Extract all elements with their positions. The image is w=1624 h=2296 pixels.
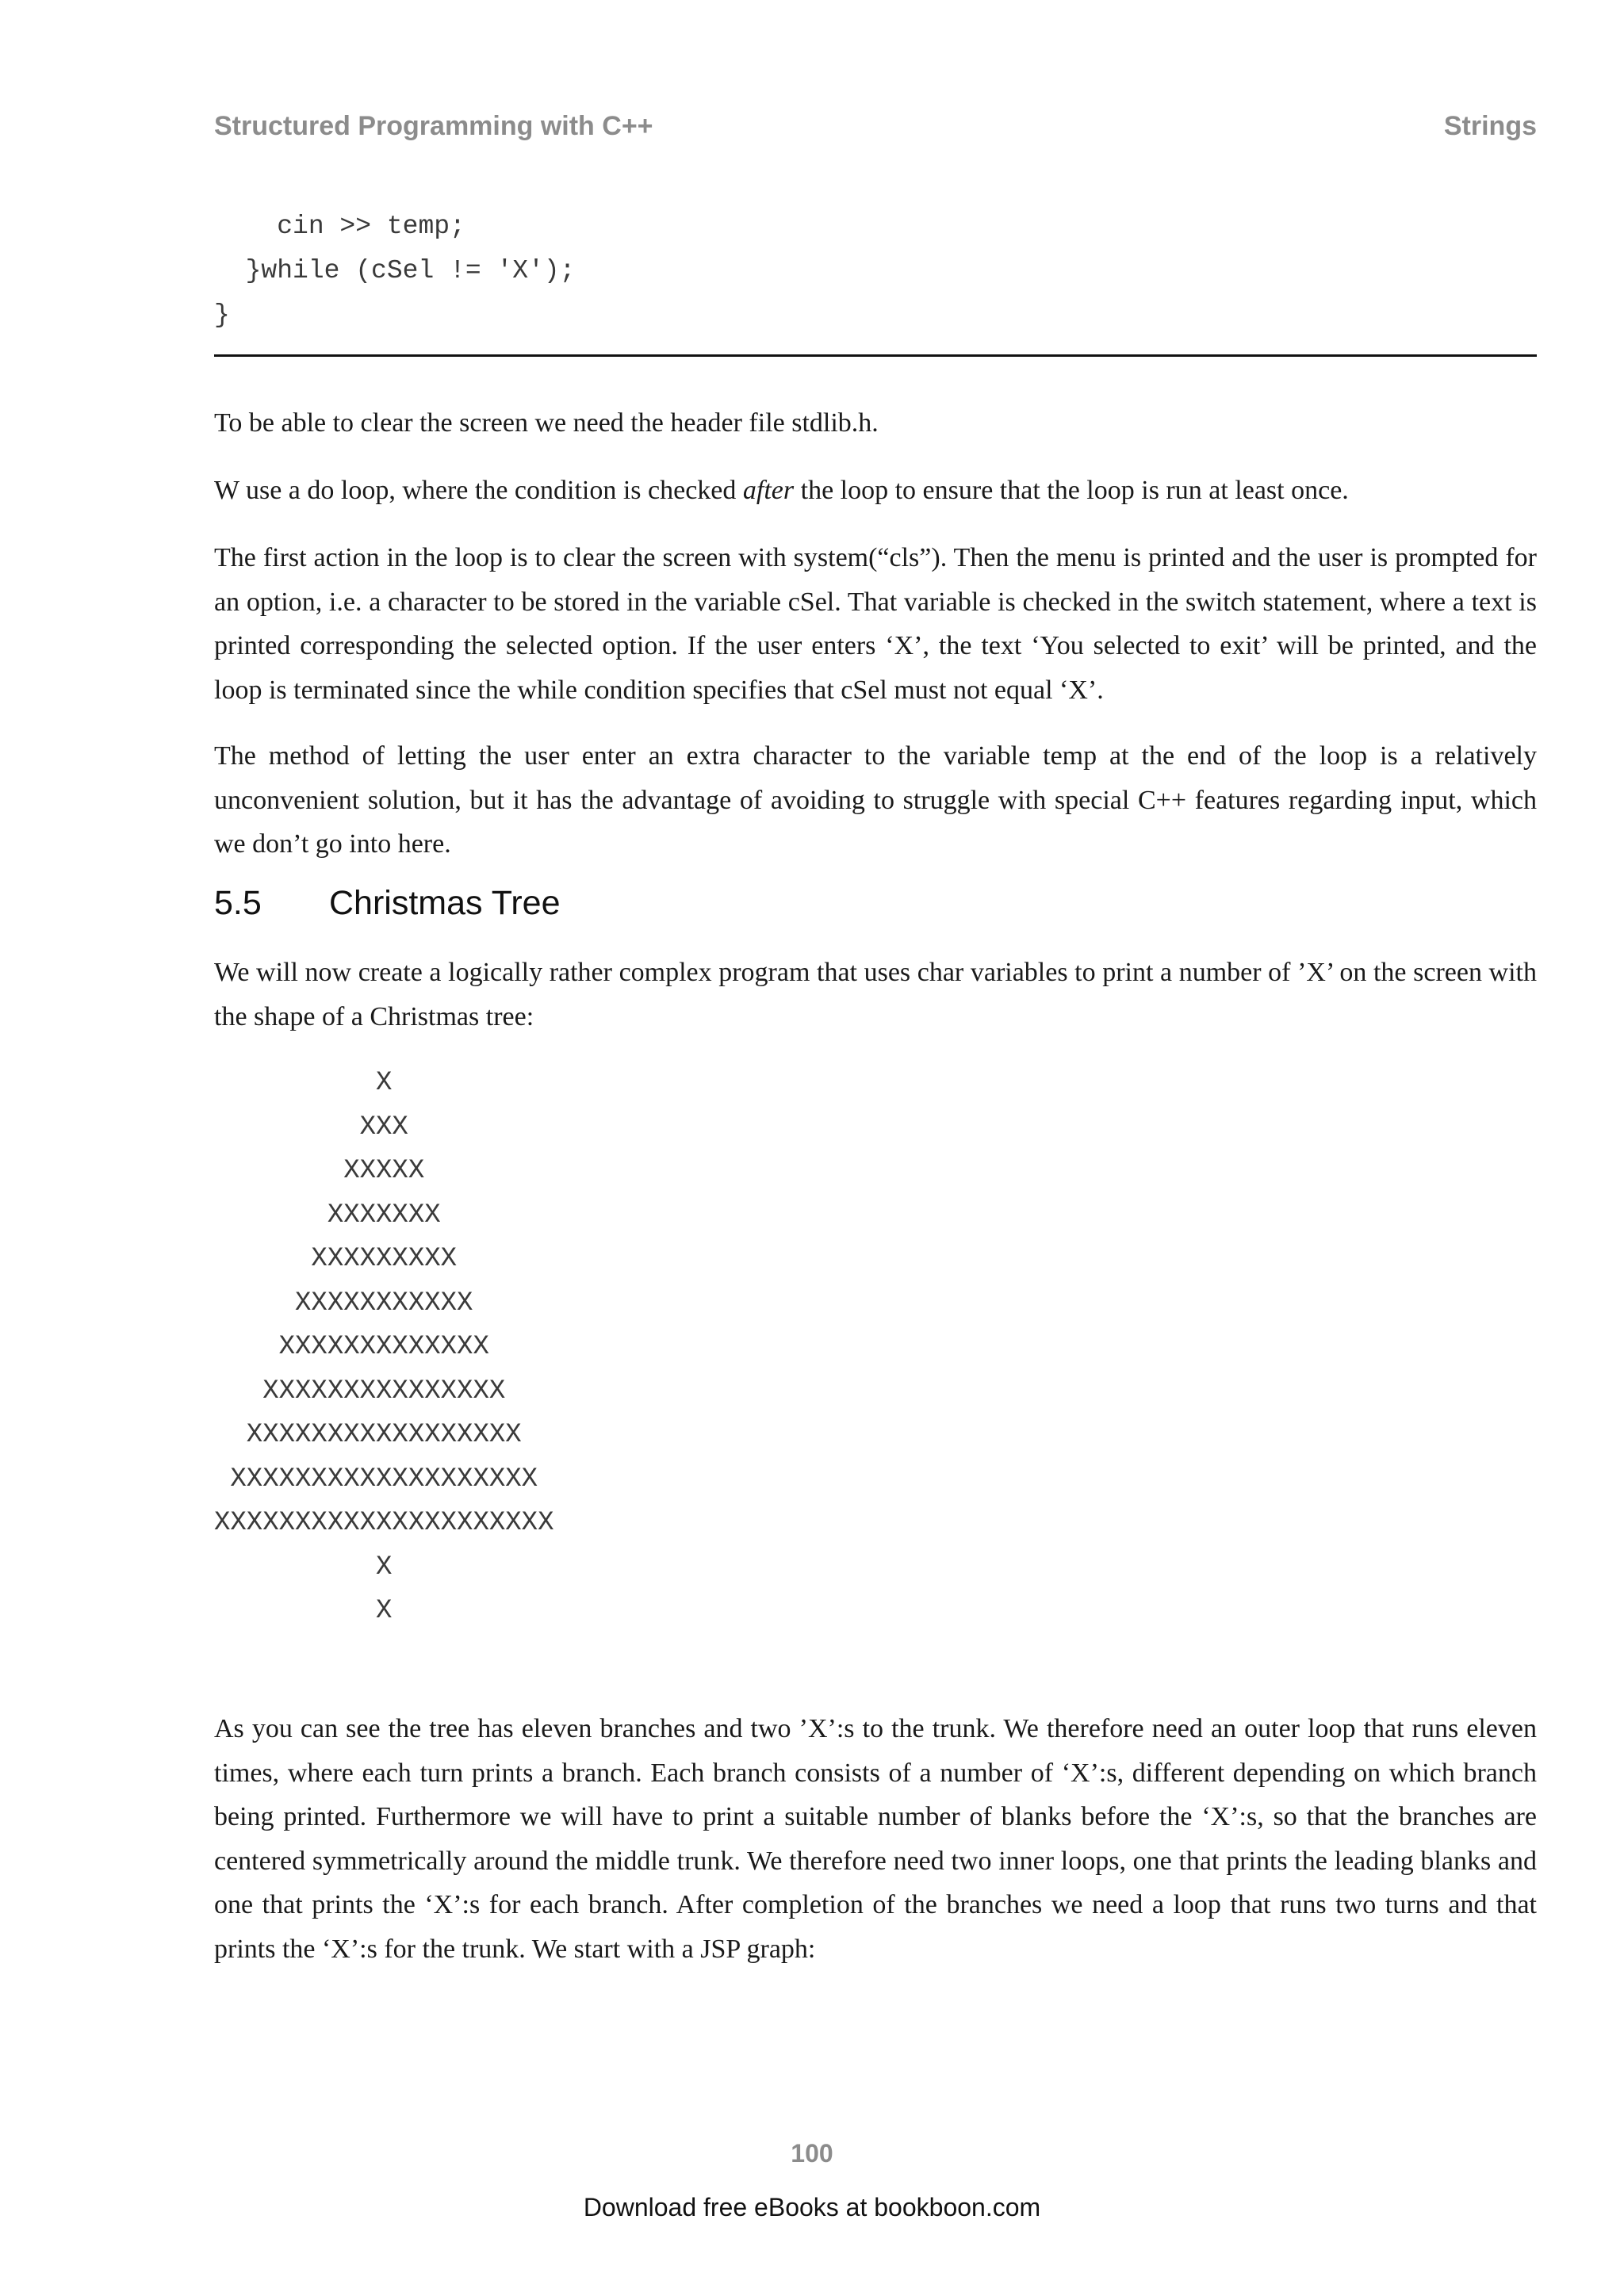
- paragraph-menu-loop: The first action in the loop is to clear the screen with system(“cls”). Then the menu is printed and the user is prompted for an option, i.e. a character to be stored in the variable cSel. That variable is checked in the switch statement, where a text is printed corresponding the selected option. If the user enters ‘X’, the text ‘You selected to exit’ will be printed, and the loop is terminated since the while condition specifies that cSel must not equal ‘X’.: [214, 543, 1537, 705]
- emphasis-text: after: [742, 476, 795, 505]
- running-header: [214, 111, 1537, 151]
- tree-trunk-line: X: [214, 1552, 393, 1582]
- tree-line: XXXXXXX: [214, 1200, 441, 1230]
- paragraph-tree-intro: We will now create a logically rather complex program that uses char variables to print a number of ’X’ on the screen with the shape of a Christmas tree:: [214, 958, 1537, 1031]
- tree-line: XXXXXXXXXXXXXXX: [214, 1376, 506, 1406]
- tree-line: XXXXXXXXX: [214, 1244, 458, 1274]
- download-link[interactable]: Download free eBooks at bookboon.com: [583, 2193, 1041, 2221]
- christmas-tree-output: [214, 1062, 553, 1634]
- paragraph-do-loop: [214, 469, 1537, 513]
- paragraph-stdlib: To be able to clear the screen we need the header file stdlib.h.: [214, 408, 879, 438]
- section-title: Christmas Tree: [329, 884, 561, 922]
- tree-line: XXXXXXXXXXXXXXXXXXX: [214, 1464, 538, 1494]
- book-title: Structured Programming with C++: [214, 111, 653, 141]
- paragraph-tree-explanation: As you can see the tree has eleven branches and two ’X’:s to the trunk. We therefore need an outer loop that runs eleven times, where each turn prints a branch. Each branch consists of a number of ‘X’:s, different depending on which branch being printed. Furthermore we will have to print a suitable number of blanks before the ‘X’:s, so that the branches are centered symmetrically around the middle trunk. We therefore need two inner loops, one that prints the leading blanks and one that prints the ‘X’:s for each branch. After completion of the branches we need a loop that runs two turns and that prints the ‘X’:s for the trunk. We start with a JSP graph:: [214, 1714, 1537, 1964]
- tree-line: XXXXX: [214, 1156, 425, 1186]
- section-number: 5.5: [214, 884, 262, 922]
- paragraph-temp-variable: The method of letting the user enter an extra character to the variable temp at the end of the loop is a relatively unconvenient solution, but it has the advantage of avoiding to struggle with special C++ features regarding input, which we don’t go into here.: [214, 741, 1537, 859]
- code-divider: [214, 354, 1537, 357]
- code-line: cin >> temp;: [214, 212, 465, 241]
- code-line: }while (cSel != 'X');: [214, 256, 576, 285]
- chapter-title: Strings: [1443, 111, 1537, 141]
- tree-line: XXX: [214, 1112, 408, 1142]
- code-listing: [214, 205, 1537, 338]
- page-number: 100: [791, 2139, 833, 2168]
- tree-line: XXXXXXXXXXX: [214, 1288, 473, 1318]
- tree-line: XXXXXXXXXXXXXXXXXXXXX: [214, 1508, 554, 1538]
- paragraph-text: the loop to ensure that the loop is run at least once.: [794, 476, 1349, 505]
- tree-line: XXXXXXXXXXXXXXXXX: [214, 1420, 522, 1450]
- tree-line: XXXXXXXXXXXXX: [214, 1332, 489, 1362]
- code-line: }: [214, 300, 230, 330]
- tree-trunk-line: X: [214, 1596, 393, 1626]
- tree-line: X: [214, 1068, 393, 1098]
- section-heading: [214, 884, 561, 923]
- paragraph-text: W use a do loop, where the condition is checked: [214, 476, 743, 505]
